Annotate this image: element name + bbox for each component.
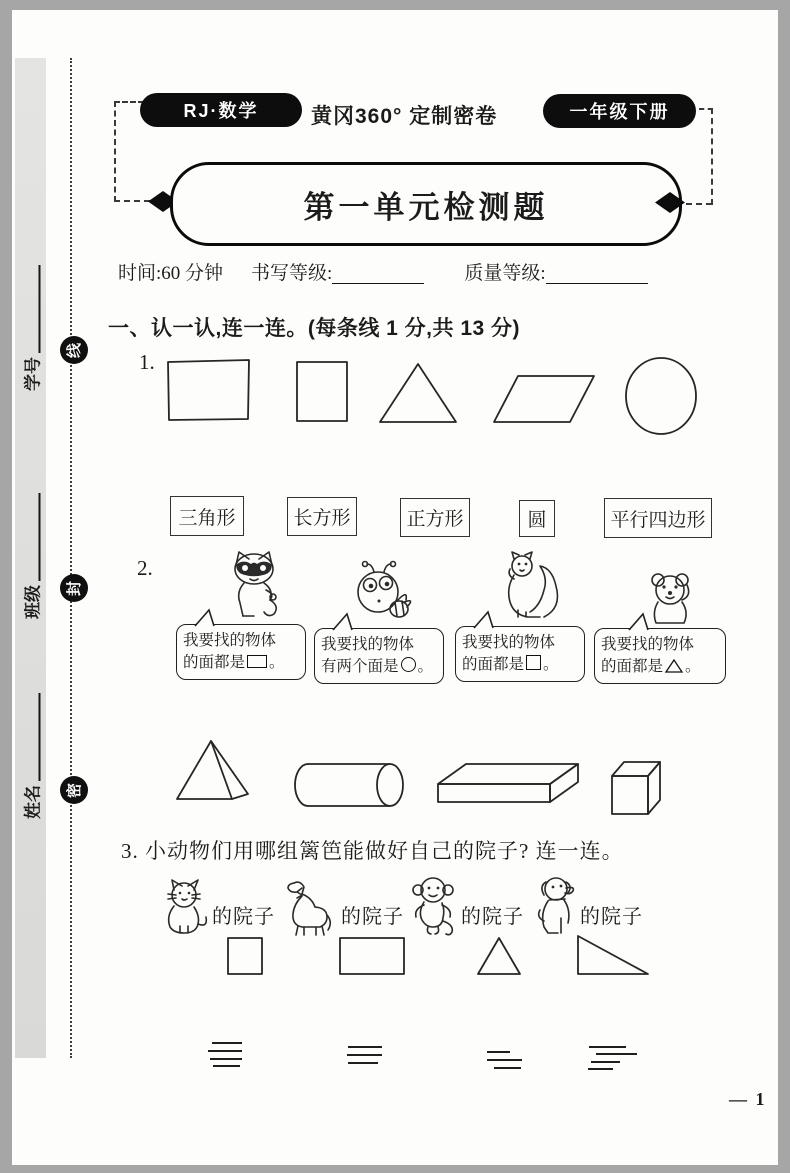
- squirrel-icon: [500, 552, 562, 624]
- bubble4-line2: 的面都是: [601, 658, 664, 676]
- cat-icon: [164, 878, 210, 934]
- yard-label-monkey: 的院子: [461, 906, 524, 928]
- label-box-circle: [519, 500, 555, 537]
- seal-char-mi: 密: [60, 776, 88, 804]
- fence-line: [591, 1061, 620, 1063]
- fence-line: [487, 1059, 522, 1061]
- cube-solid: [608, 758, 664, 820]
- name-blank: [36, 693, 41, 781]
- header-dash-left-bottom: [114, 200, 150, 202]
- name-field: [19, 693, 44, 819]
- parallelogram-shape: [492, 374, 596, 424]
- label-box-rectangle: [287, 497, 357, 536]
- label-triangle: 三角形: [178, 507, 236, 529]
- series-badge: [140, 93, 302, 127]
- fence-line: [588, 1068, 613, 1070]
- monkey-icon: [410, 876, 456, 936]
- label-box-triangle: [170, 496, 244, 536]
- fence-line: [589, 1046, 626, 1048]
- class-label: 班级: [23, 585, 43, 619]
- cylinder-solid: [296, 762, 406, 808]
- yard-label-horse: 的院子: [341, 906, 404, 928]
- square-shape: [295, 360, 349, 423]
- seal-dotted-line: [70, 58, 72, 1058]
- quality-grade-label: 质量等级:: [464, 263, 546, 284]
- bee-icon: [352, 560, 410, 624]
- raccoon-icon: [224, 550, 286, 622]
- dog-icon: [536, 876, 578, 936]
- speech-bubble-2: 我要找的物体 有两个面是 。: [314, 628, 444, 684]
- bubble2-line1: 我要找的物体: [321, 636, 415, 653]
- label-parallelogram: 平行四边形: [610, 509, 706, 531]
- cuboid-solid: [434, 756, 582, 808]
- inline-square-shape: [526, 655, 541, 670]
- fence-line: [348, 1062, 378, 1064]
- fence-line: [487, 1051, 510, 1053]
- student-number-field: [19, 265, 44, 391]
- rectangle-shape: [166, 358, 251, 422]
- yard-label-dog: 的院子: [580, 906, 643, 928]
- class-field: [19, 493, 44, 619]
- item2-number: 2.: [137, 556, 153, 580]
- header-dash-left-top: [114, 101, 144, 103]
- yard-square-shape: [226, 936, 264, 976]
- name-label: 姓名: [23, 785, 43, 819]
- title-banner: [170, 162, 682, 246]
- quality-grade-blank: [546, 280, 648, 284]
- horse-icon: [280, 880, 332, 936]
- yard-right-triangle-shape: [576, 934, 650, 976]
- fence-line: [596, 1053, 637, 1055]
- header-dash-right-bottom: [686, 203, 712, 205]
- writing-grade-label: 书写等级:: [251, 263, 333, 284]
- speech-bubble-4: 我要找的物体 的面都是 。: [594, 628, 726, 684]
- series-badge-label: RJ·数学: [183, 101, 259, 121]
- label-square: 正方形: [406, 509, 464, 530]
- time-label: 时间:60 分钟: [118, 263, 224, 284]
- item3-question: 3. 小动物们用哪组篱笆能做好自己的院子? 连一连。: [121, 839, 624, 863]
- writing-grade-blank: [332, 280, 424, 284]
- exam-info-line: [118, 258, 648, 285]
- fence-line: [213, 1065, 240, 1067]
- student-number-label: 学号: [23, 357, 43, 391]
- fence-line: [348, 1046, 382, 1048]
- inline-triangle-shape: [665, 659, 683, 673]
- seal-char-line: 线: [60, 336, 88, 364]
- bubble-tail-icon: [329, 613, 355, 631]
- page-title: 第一单元检测题: [303, 189, 549, 225]
- bubble1-line2: 的面都是: [183, 654, 246, 672]
- fence-line: [210, 1058, 242, 1060]
- fence-line: [212, 1042, 242, 1044]
- bubble3-line1: 我要找的物体: [462, 634, 556, 651]
- label-box-parallelogram: [604, 498, 712, 538]
- section1-heading: 一、认一认,连一连。(每条线 1 分,共 13 分): [108, 317, 521, 340]
- fence-line: [347, 1054, 382, 1056]
- bubble-tail-icon: [191, 609, 217, 627]
- student-number-blank: [36, 265, 41, 353]
- bubble3-line2: 的面都是: [462, 656, 525, 674]
- seal-char-feng: 封: [60, 574, 88, 602]
- bubble1-line1: 我要找的物体: [183, 632, 277, 649]
- header-dash-right-vertical: [711, 108, 713, 205]
- speech-bubble-1: 我要找的物体 的面都是 。: [176, 624, 306, 680]
- bubble-tail-icon: [625, 613, 651, 631]
- bear-icon: [644, 572, 696, 626]
- inline-circle-shape: [401, 657, 416, 672]
- item1-number: 1.: [139, 350, 155, 374]
- label-circle: 圆: [527, 510, 547, 531]
- label-box-square: [400, 498, 470, 537]
- label-rectangle: 长方形: [293, 508, 351, 529]
- speech-bubble-3: 我要找的物体 的面都是 。: [455, 626, 585, 682]
- header-center-text: 黄冈360° 定制密卷: [311, 105, 498, 128]
- grade-badge-label: 一年级下册: [569, 102, 670, 122]
- yard-rectangle-shape: [338, 936, 406, 976]
- inline-rectangle-shape: [247, 655, 267, 668]
- header-dash-left-vertical: [114, 101, 116, 202]
- triangle-shape: [378, 362, 458, 424]
- grade-badge: [543, 94, 696, 128]
- yard-label-cat: 的院子: [212, 906, 275, 928]
- pyramid-solid: [174, 738, 250, 802]
- fence-line: [494, 1067, 521, 1069]
- circle-shape: [624, 356, 698, 436]
- bubble2-line2: 有两个面是: [321, 658, 399, 676]
- bubble4-line1: 我要找的物体: [601, 636, 695, 653]
- yard-triangle-shape: [476, 936, 522, 976]
- page-number: — 1: [729, 1089, 767, 1109]
- fence-line: [208, 1050, 242, 1052]
- class-blank: [36, 493, 41, 581]
- bubble-tail-icon: [470, 611, 496, 629]
